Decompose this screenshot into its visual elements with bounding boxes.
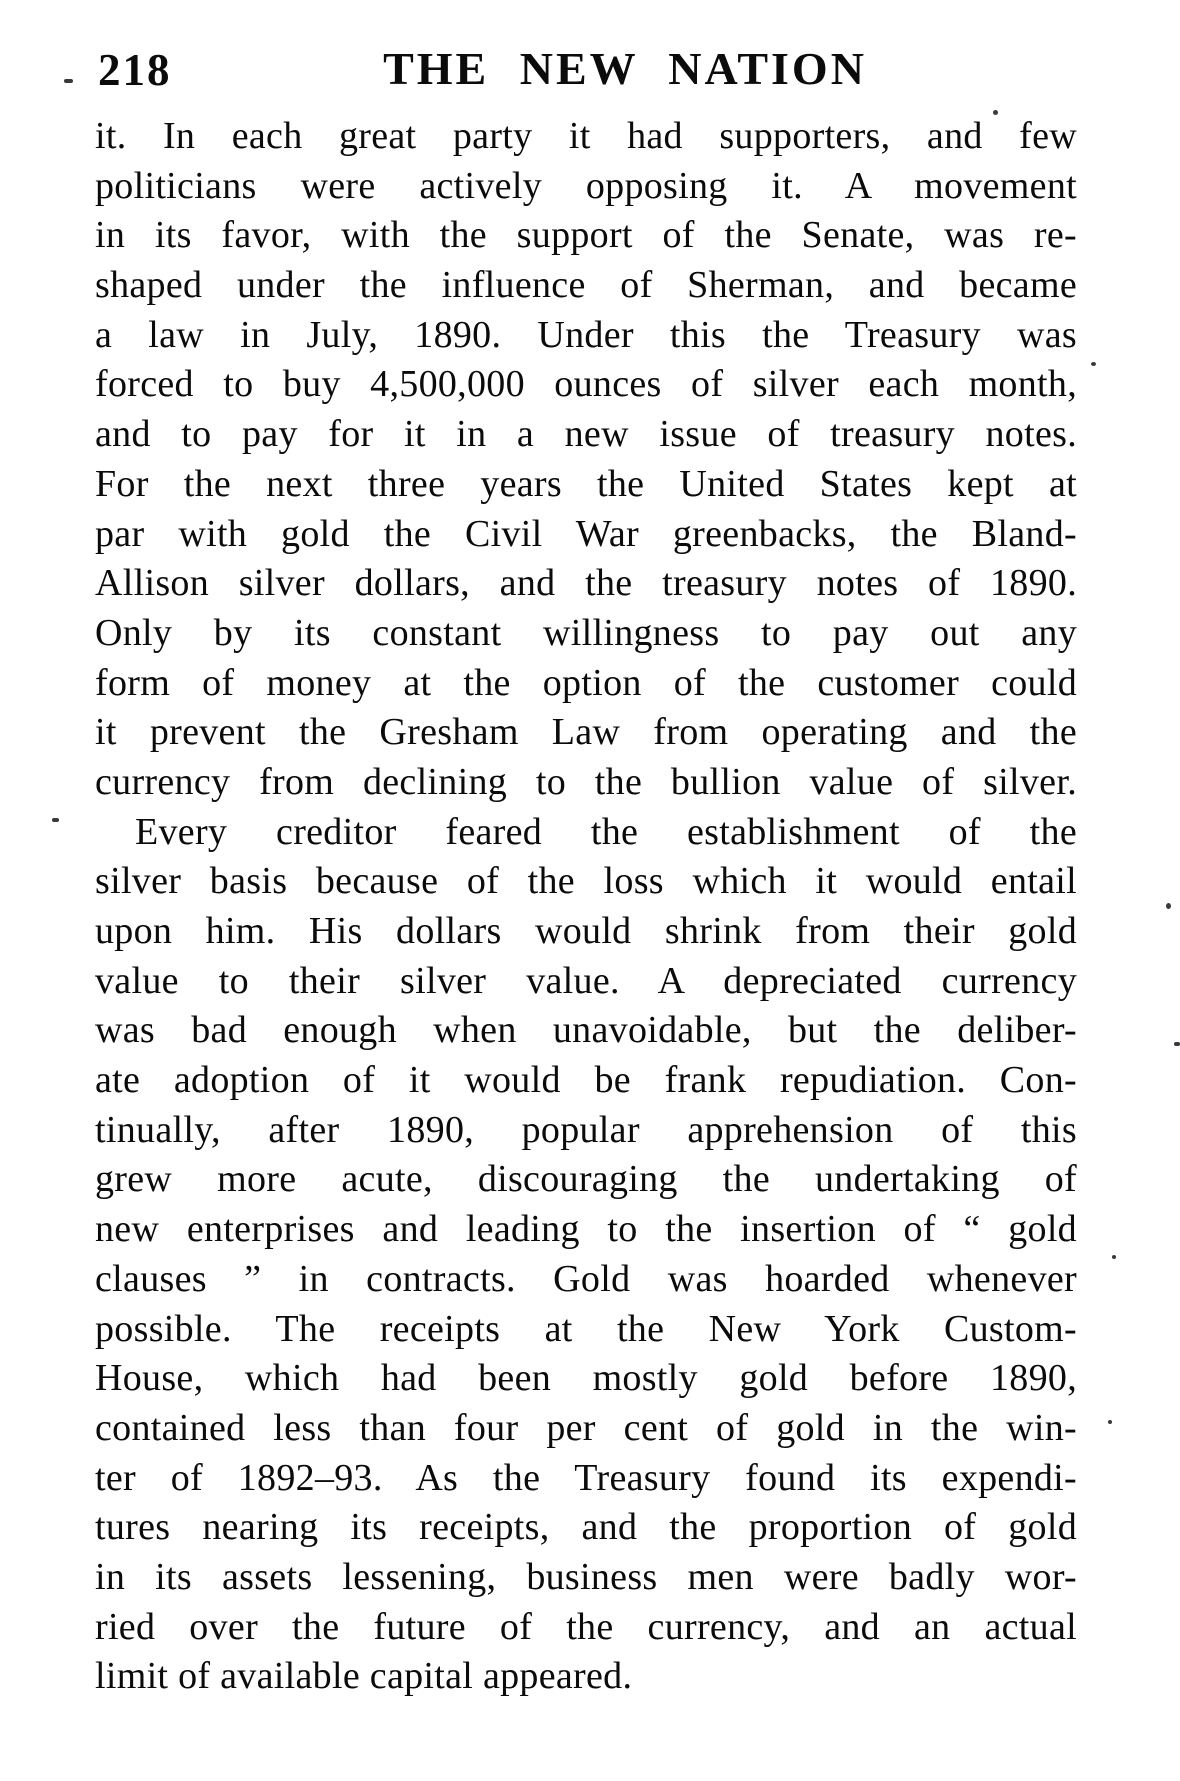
text-line: par with gold the Civil War greenbacks, the Bland- — [95, 512, 1077, 555]
text-line: ate adoption of it would be frank repudiation. Con- — [95, 1059, 1077, 1102]
scan-speck — [1174, 1042, 1180, 1046]
text-line: ried over the future of the currency, and an actual — [95, 1605, 1077, 1648]
scan-speck — [1091, 362, 1096, 366]
scan-speck — [1112, 1255, 1116, 1259]
text-line: politicians were actively opposing it. A movement — [95, 164, 1077, 207]
text-line: tinually, after 1890, popular apprehension of this — [95, 1108, 1077, 1151]
text-line: currency from declining to the bullion value of silver. — [95, 760, 1077, 803]
body-text-block — [95, 112, 1077, 1702]
text-line: shaped under the influence of Sherman, and became — [95, 264, 1077, 307]
page-number: 218 — [98, 45, 172, 95]
scan-speck — [52, 818, 59, 822]
text-line: clauses ” in contracts. Gold was hoarded whenever — [95, 1257, 1077, 1300]
text-line: tures nearing its receipts, and the proportion of gold — [95, 1506, 1077, 1549]
text-line: House, which had been mostly gold before 1890, — [95, 1357, 1077, 1400]
text-line: limit of available capital appeared. — [95, 1655, 633, 1698]
text-line: a law in July, 1890. Under this the Treasury was — [95, 313, 1077, 356]
text-line: and to pay for it in a new issue of treasury notes. — [95, 413, 1077, 456]
scan-speck — [993, 110, 998, 115]
scan-speck — [1166, 903, 1171, 909]
text-line: Allison silver dollars, and the treasury notes of 1890. — [95, 562, 1077, 605]
text-line: possible. The receipts at the New York Custom- — [95, 1307, 1077, 1350]
text-line: it. In each great party it had supporters, and few — [95, 115, 1077, 157]
text-line: grew more acute, discouraging the undertaking of — [95, 1158, 1077, 1201]
text-line: it prevent the Gresham Law from operating and the — [95, 711, 1077, 754]
text-line: For the next three years the United States kept at — [95, 462, 1077, 505]
text-line: contained less than four per cent of gold in the win- — [95, 1406, 1077, 1449]
text-line: silver basis because of the loss which it would entail — [95, 860, 1077, 903]
text-line: value to their silver value. A depreciated currency — [95, 959, 1077, 1002]
text-line: form of money at the option of the customer could — [95, 661, 1077, 704]
text-line: ter of 1892–93. As the Treasury found its expendi- — [95, 1456, 1077, 1499]
text-line: Only by its constant willingness to pay out any — [95, 611, 1077, 654]
text-line: in its assets lessening, business men were badly wor- — [95, 1555, 1077, 1598]
text-line: forced to buy 4,500,000 ounces of silver each month, — [95, 363, 1077, 406]
paragraph-2 — [95, 808, 1077, 1702]
text-line: Every creditor feared the establishment of the — [135, 810, 1077, 853]
running-head-title: THE NEW NATION — [383, 43, 867, 94]
text-line: was bad enough when unavoidable, but the deliber- — [95, 1009, 1077, 1052]
scan-speck — [64, 79, 73, 83]
text-line: new enterprises and leading to the insertion of “ gold — [95, 1208, 1077, 1251]
paragraph-1 — [95, 112, 1077, 808]
scan-speck — [1108, 1420, 1112, 1424]
text-line: in its favor, with the support of the Senate, was re- — [95, 214, 1077, 257]
text-line: upon him. His dollars would shrink from their gold — [95, 910, 1077, 952]
